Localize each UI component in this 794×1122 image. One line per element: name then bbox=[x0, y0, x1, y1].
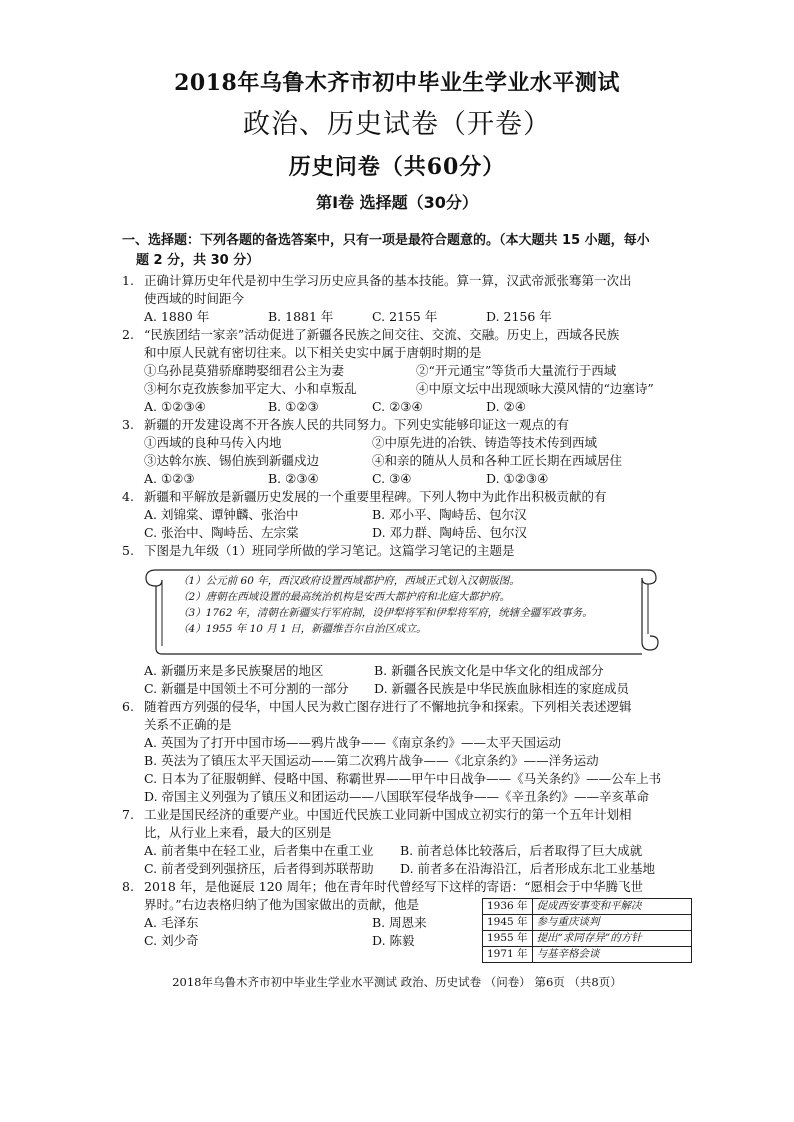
option-b: B. 1881 年 bbox=[268, 309, 334, 324]
question-number: 3. bbox=[122, 417, 134, 432]
question-stem: 新疆和平解放是新疆历史发展的一个重要里程碑。下列人物中为此作出积极贡献的有 bbox=[144, 489, 607, 504]
option-c: C. 前者受到列强挤压，后者得到苏联帮助 bbox=[144, 861, 374, 876]
option-d: D. 邓力群、陶峙岳、包尔汉 bbox=[372, 525, 528, 540]
option-d: D. ①②③④ bbox=[486, 471, 549, 486]
option-a: A. 英国为了打开中国市场——鸦片战争——《南京条约》——太平天国运动 bbox=[144, 735, 561, 750]
note-line: （3）1762 年，清朝在新疆实行军府制，设伊犁将军和伊犁将军府，统辖全疆军政事务。 bbox=[178, 607, 593, 619]
option-c: C. 2155 年 bbox=[372, 309, 438, 324]
contribution-table bbox=[482, 898, 692, 963]
statement-item: ②“开元通宝”等货币大量流行于西域 bbox=[416, 363, 617, 378]
option-a: A. 1880 年 bbox=[144, 309, 210, 324]
option-b: B. ②③④ bbox=[268, 471, 319, 486]
option-d: D. 新疆各民族是中华民族血脉相连的家庭成员 bbox=[374, 681, 630, 696]
note-line: （4）1955 年 10 月 1 日，新疆维吾尔自治区成立。 bbox=[178, 623, 427, 635]
question-number: 2. bbox=[122, 327, 134, 342]
option-d: D. ②④ bbox=[486, 399, 526, 414]
option-a: A. 毛泽东 bbox=[144, 915, 199, 930]
option-d: D. 陈毅 bbox=[372, 933, 415, 948]
option-b: B. 前者总体比较落后，后者取得了巨大成就 bbox=[400, 843, 643, 858]
table-year: 1971 年 bbox=[483, 947, 533, 963]
question-stem: 使西域的时间距今 bbox=[144, 291, 245, 306]
table-year: 1955 年 bbox=[483, 931, 533, 947]
option-b: B. 周恩来 bbox=[372, 915, 427, 930]
question-number: 4. bbox=[122, 489, 134, 504]
instructions-line-2: 题 2 分，共 30 分） bbox=[136, 253, 260, 268]
option-c: C. 张治中、陶峙岳、左宗棠 bbox=[144, 525, 299, 540]
question-stem: 正确计算历史年代是初中生学习历史应具备的基本技能。算一算，汉武帝派张骞第一次出 bbox=[144, 273, 632, 288]
table-event: 提出“求同存异”的方针 bbox=[532, 931, 691, 947]
paper-title: 政治、历史试卷（开卷） bbox=[243, 109, 551, 140]
option-a: A. 刘锦棠、谭钟麟、张治中 bbox=[144, 507, 299, 522]
option-a: A. ①②③ bbox=[144, 471, 195, 486]
question-stem: 随着西方列强的侵华，中国人民为救亡图存进行了不懈地抗争和探索。下列相关表述逻辑 bbox=[144, 699, 632, 714]
option-c: C. ③④ bbox=[372, 471, 412, 486]
statement-item: ③柯尔克孜族参加平定大、小和卓叛乱 bbox=[144, 381, 357, 396]
page-footer: 2018年乌鲁木齐市初中毕业生学业水平测试 政治、历史试卷 （问卷） 第6页 （共8页） bbox=[172, 975, 622, 989]
question-number: 7. bbox=[122, 807, 134, 822]
table-event: 参与重庆谈判 bbox=[532, 915, 691, 931]
instructions-line-1: 一、选择题：下列各题的备选答案中，只有一项是最符合题意的。（本大题共 15 小题，每小 bbox=[122, 233, 650, 248]
note-line: （1）公元前 60 年，西汉政府设置西域都护府，西域正式划入汉朝版图。 bbox=[178, 575, 520, 587]
table-row bbox=[483, 931, 692, 947]
option-c: C. 新疆是中国领土不可分割的一部分 bbox=[144, 681, 349, 696]
option-b: B. 英法为了镇压太平天国运动——第二次鸦片战争——《北京条约》——洋务运动 bbox=[144, 753, 599, 768]
exam-title: 2018年乌鲁木齐市初中毕业生学业水平测试 bbox=[174, 70, 620, 96]
section-title: 历史问卷（共60分） bbox=[288, 154, 506, 180]
option-d: D. 前者多在沿海沿江，后者形成东北工业基地 bbox=[400, 861, 656, 876]
option-d: D. 帝国主义列强为了镇压义和团运动——八国联军侵华战争——《辛丑条约》——辛亥革命 bbox=[144, 789, 650, 804]
statement-item: ③达斡尔族、锡伯族到新疆戍边 bbox=[144, 453, 320, 468]
option-c: C. ②③④ bbox=[372, 399, 423, 414]
question-stem: 关系不正确的是 bbox=[144, 717, 232, 732]
question-stem: 工业是国民经济的重要产业。中国近代民族工业同新中国成立初实行的第一个五年计划相 bbox=[144, 807, 632, 822]
question-number: 6. bbox=[122, 699, 134, 714]
statement-item: ④中原文坛中出现颂咏大漠风情的“边塞诗” bbox=[416, 381, 654, 396]
question-stem: 新疆的开发建设离不开各族人民的共同努力。下列史实能够印证这一观点的有 bbox=[144, 417, 570, 432]
option-d: D. 2156 年 bbox=[486, 309, 552, 324]
table-event: 促成西安事变和平解决 bbox=[532, 899, 691, 915]
question-stem: “民族团结一家亲”活动促进了新疆各民族之间交往、交流、交融。历史上，西域各民族 bbox=[144, 327, 620, 342]
option-b: B. ①②③ bbox=[268, 399, 319, 414]
table-event: 与基辛格会谈 bbox=[532, 947, 691, 963]
question-number: 8. bbox=[122, 879, 134, 894]
option-b: B. 新疆各民族文化是中华文化的组成部分 bbox=[374, 663, 604, 678]
option-a: A. 前者集中在轻工业，后者集中在重工业 bbox=[144, 843, 374, 858]
question-stem: 2018 年，是他诞辰 120 周年；他在青年时代曾经写下这样的寄语：“愿相会于中华腾飞世 bbox=[144, 879, 643, 894]
note-line: （2）唐朝在西域设置的最高统治机构是安西大都护府和北庭大都护府。 bbox=[178, 591, 511, 603]
question-number: 1. bbox=[122, 273, 134, 288]
option-c: C. 日本为了征服朝鲜、侵略中国、称霸世界——甲午中日战争——《马关条约》——公车上书 bbox=[144, 771, 662, 786]
part-title: 第Ⅰ卷 选择题（30分） bbox=[316, 193, 478, 212]
option-a: A. 新疆历来是多民族聚居的地区 bbox=[144, 663, 324, 678]
option-c: C. 刘少奇 bbox=[144, 933, 199, 948]
question-stem: 比，从行业上来看，最大的区别是 bbox=[144, 825, 332, 840]
table-row bbox=[483, 915, 692, 931]
table-year: 1945 年 bbox=[483, 915, 533, 931]
table-row bbox=[483, 947, 692, 963]
option-b: B. 邓小平、陶峙岳、包尔汉 bbox=[372, 507, 527, 522]
statement-item: ①乌孙昆莫猎骄靡聘娶细君公主为妻 bbox=[144, 363, 345, 378]
question-stem: 界时。”右边表格归纳了他为国家做出的贡献，他是 bbox=[144, 897, 420, 912]
statement-item: ①西域的良种马传入内地 bbox=[144, 435, 282, 450]
option-a: A. ①②③④ bbox=[144, 399, 206, 414]
table-year: 1936 年 bbox=[483, 899, 533, 915]
question-stem: 和中原人民就有密切往来。以下相关史实中属于唐朝时期的是 bbox=[144, 345, 482, 360]
statement-item: ④和亲的随从人员和各种工匠长期在西域居住 bbox=[372, 453, 623, 468]
question-number: 5. bbox=[122, 543, 134, 558]
table-row bbox=[483, 899, 692, 915]
statement-item: ②中原先进的冶铁、铸造等技术传到西域 bbox=[372, 435, 598, 450]
question-stem: 下图是九年级（1）班同学所做的学习笔记。这篇学习笔记的主题是 bbox=[144, 543, 515, 558]
